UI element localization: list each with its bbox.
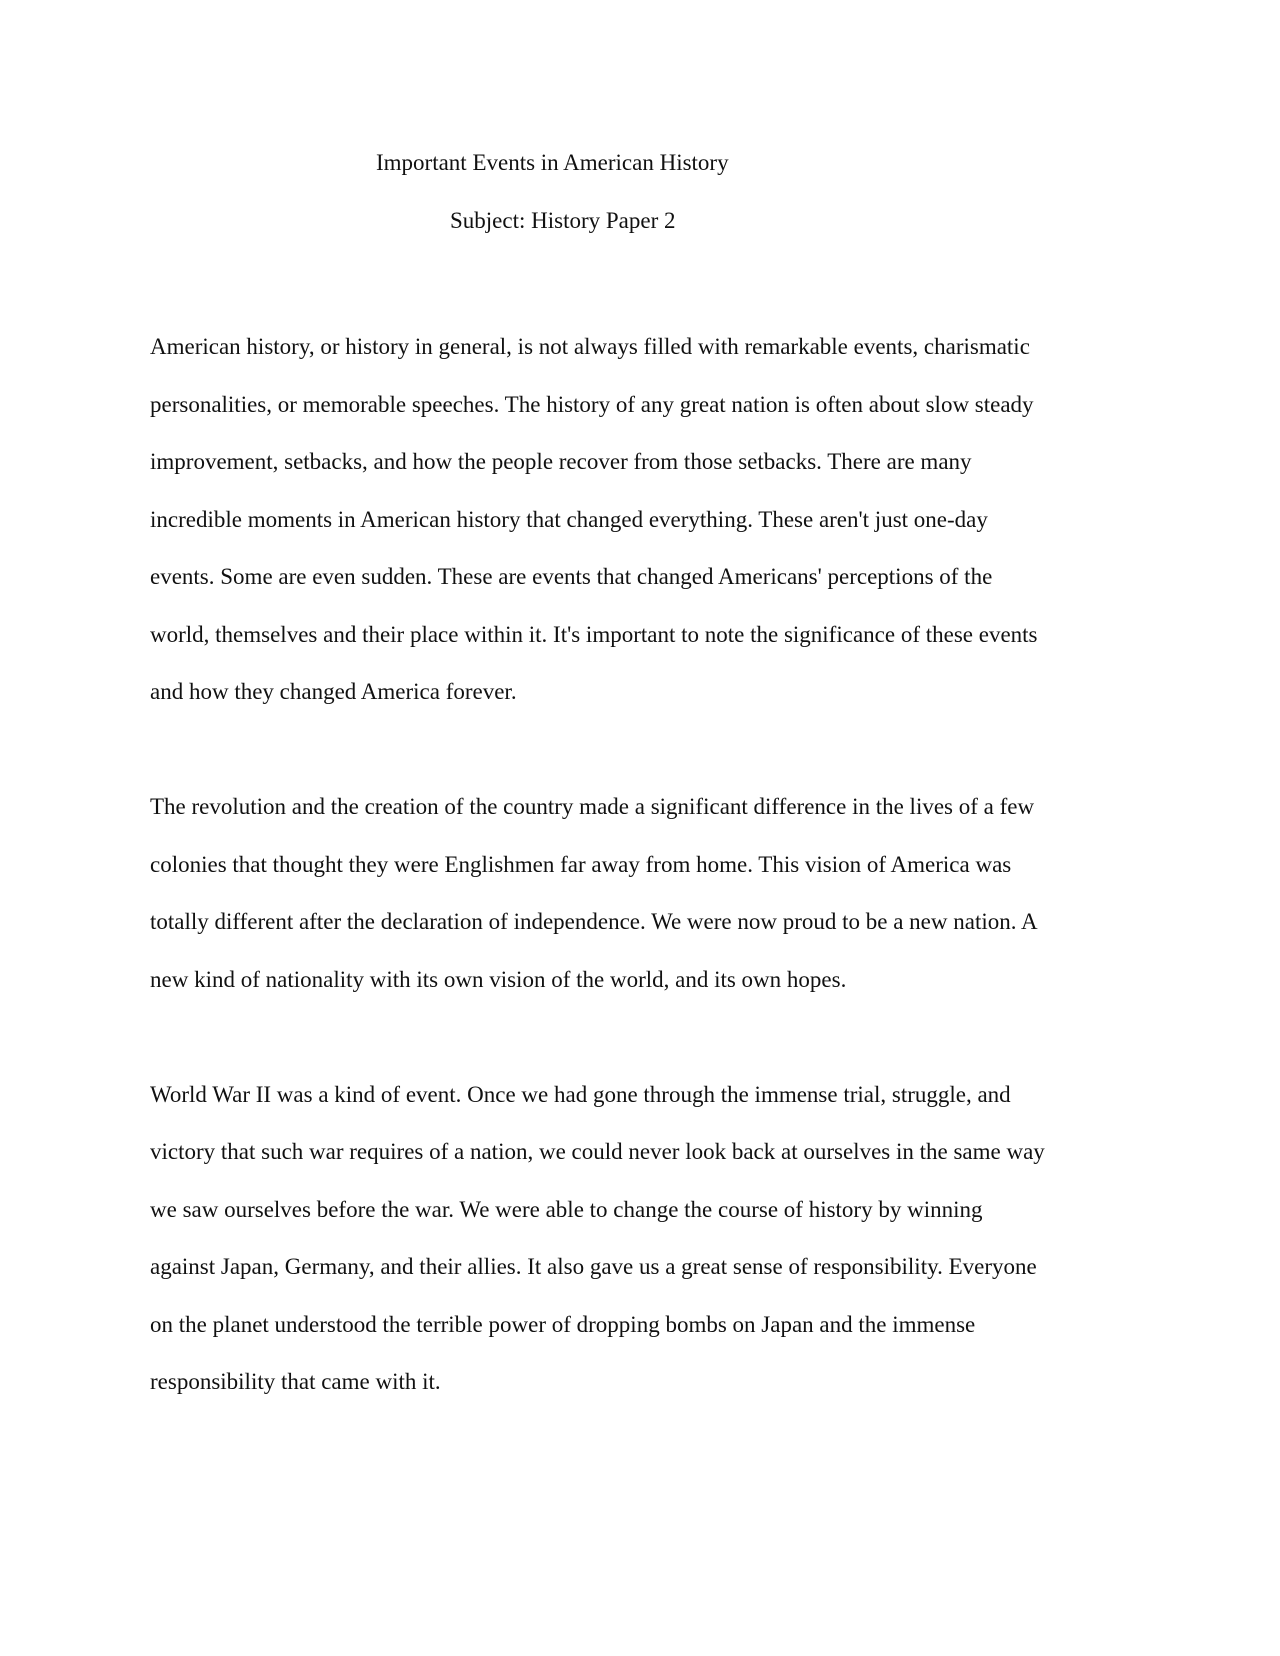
document-subtitle: Subject: History Paper 2 xyxy=(450,208,676,233)
paragraph-line: new kind of nationality with its own vision of the world, and its own hopes. xyxy=(150,966,847,992)
paragraph-line: responsibility that came with it. xyxy=(150,1369,441,1394)
paragraph-line: totally different after the declaration of independence. We were now proud to be a new nation. A xyxy=(150,909,1038,934)
paragraph-spacer xyxy=(150,1008,1130,1066)
paragraph-line: victory that such war requires of a nation, we could never look back at ourselves in the same way xyxy=(150,1139,1045,1164)
paragraph-line: The revolution and the creation of the country made a significant difference in the lives of a few xyxy=(150,794,1035,819)
paragraph-line: world, themselves and their place within it. It's important to note the significance of these events xyxy=(150,621,1038,647)
paragraph-intro xyxy=(150,318,1130,721)
paragraph-line: events. Some are even sudden. These are events that changed Americans' perceptions of the xyxy=(150,564,993,589)
document-body xyxy=(150,318,1130,1411)
paragraph-line: personalities, or memorable speeches. The history of any great nation is often about slow steady xyxy=(150,391,1034,417)
paragraph-line: against Japan, Germany, and their allies. It also gave us a great sense of responsibility. Everyone xyxy=(150,1254,1037,1279)
document-title: Important Events in American History xyxy=(376,150,729,175)
paragraph-line: improvement, setbacks, and how the people recover from those setbacks. There are many xyxy=(150,449,972,474)
paragraph-line: on the planet understood the terrible power of dropping bombs on Japan and the immense xyxy=(150,1311,976,1337)
paragraph-line: colonies that thought they were Englishmen far away from home. This vision of America was xyxy=(150,851,1012,877)
paragraph-line: incredible moments in American history that changed everything. These aren't just one-day xyxy=(150,506,988,532)
paragraph-line: American history, or history in general, is not always filled with remarkable events, charismatic xyxy=(150,334,1030,359)
paragraph-line: and how they changed America forever. xyxy=(150,679,517,704)
paragraph-spacer xyxy=(150,721,1130,779)
paragraph-world-war-ii xyxy=(150,1066,1130,1411)
paragraph-line: World War II was a kind of event. Once we had gone through the immense trial, struggle, and xyxy=(150,1081,1011,1107)
paragraph-line: we saw ourselves before the war. We were able to change the course of history by winning xyxy=(150,1196,983,1222)
paragraph-revolution xyxy=(150,778,1130,1008)
